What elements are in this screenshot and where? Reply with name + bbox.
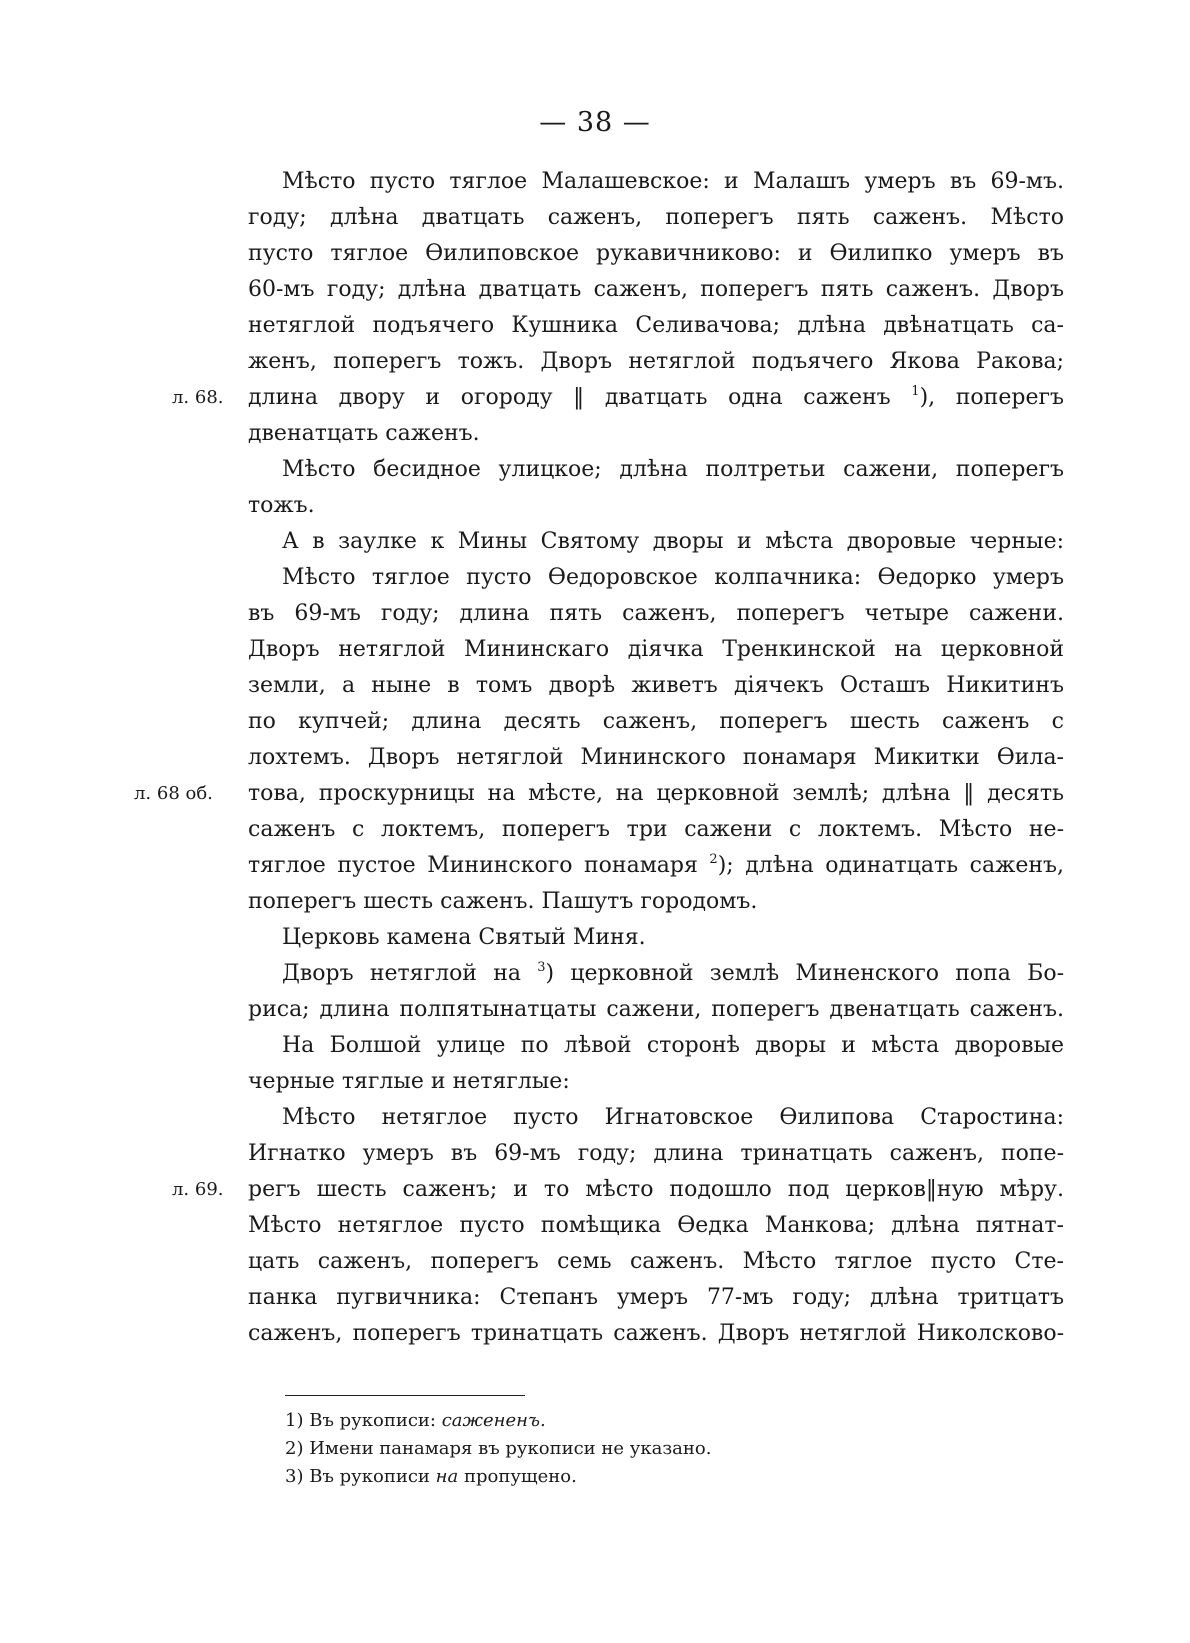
text-line: Мѣсто тяглое пусто Ѳедоровское колпачника: Ѳедорко умеръ xyxy=(282,565,1064,590)
text-line: Игнатко умеръ въ 69-мъ году; длина тринатцать саженъ, попе- xyxy=(248,1141,1064,1166)
text-segment: ), поперегъ xyxy=(919,385,1064,410)
text-line: черные тяглые и нетяглые: xyxy=(248,1069,570,1094)
text-line xyxy=(282,956,1064,992)
footnote-divider xyxy=(285,1395,525,1396)
footnote-italic: сажененъ. xyxy=(441,1410,546,1431)
text-line: това, проскурницы на мѣсте, на церковной землѣ; длѣна ‖ десять xyxy=(248,781,1064,806)
footnote-mark: 3 xyxy=(537,960,546,975)
text-line: въ 69-мъ году; длина пять саженъ, поперегъ четыре сажени. xyxy=(248,601,1064,626)
text-line: На Болшой улице по лѣвой сторонѣ дворы и мѣста дворовые xyxy=(282,1033,1064,1058)
text-line: цать саженъ, поперегъ семь саженъ. Мѣсто тяглое пусто Сте- xyxy=(248,1249,1064,1274)
footnote xyxy=(285,1464,577,1490)
footnote-text: Имени панамаря въ рукописи не указано. xyxy=(309,1438,712,1459)
text-line: тожъ. xyxy=(248,493,315,518)
text-line: Дворъ нетяглой Мининскаго дiячка Тренкинской на церковной xyxy=(248,637,1064,662)
text-line: лохтемъ. Дворъ нетяглой Мининского понамаря Микитки Ѳила- xyxy=(248,745,1064,770)
text-line: А в заулке к Мины Святому дворы и мѣста дворовые черные: xyxy=(282,529,1064,554)
text-line: саженъ, поперегъ тринатцать саженъ. Дворъ нетяглой Николсково- xyxy=(248,1321,1064,1346)
footnote-number: 2) xyxy=(285,1438,304,1459)
text-line: риса; длина полпятынатцаты сажени, поперегъ двенатцать саженъ. xyxy=(248,997,1064,1022)
text-line: нетяглой подъячего Кушника Селивачова; длѣна двѣнатцать са- xyxy=(248,313,1064,338)
margin-note: л. 68. xyxy=(172,387,224,408)
text-segment: тяглое пустое Мининского понамаря xyxy=(248,853,698,878)
footnote-text: Въ рукописи: xyxy=(309,1410,436,1431)
text-segment: ) церковной землѣ Миненского попа Бо- xyxy=(545,961,1064,986)
text-line: Мѣсто нетяглое пусто помѣщика Ѳедка Манкова; длѣна пятнат- xyxy=(248,1213,1064,1238)
text-line: двенатцать саженъ. xyxy=(248,421,480,446)
text-line: саженъ с локтемъ, поперегъ три сажени с локтемъ. Мѣсто не- xyxy=(248,817,1064,842)
footnote-mark: 2 xyxy=(709,852,718,867)
text-line: поперегъ шесть саженъ. Пашутъ городомъ. xyxy=(248,889,758,914)
text-line: Мѣсто бесидное улицкое; длѣна полтретьи сажени, поперегъ xyxy=(282,457,1064,482)
text-line: пусто тяглое Ѳилиповское рукавичниково: и Ѳилипко умеръ въ xyxy=(248,241,1064,266)
page-number: — 38 — xyxy=(539,107,651,138)
footnote-number: 1) xyxy=(285,1410,304,1431)
text-line: по купчей; длина десять саженъ, поперегъ шесть саженъ с xyxy=(248,709,1064,734)
text-line: женъ, поперегъ тожъ. Дворъ нетяглой подъячего Якова Ракова; xyxy=(248,349,1064,374)
text-line: Мѣсто пусто тяглое Малашевское: и Малашъ умеръ въ 69-мъ. xyxy=(282,169,1064,194)
text-line: земли, а ныне в томъ дворѣ живетъ дiячекъ Осташъ Никитинъ xyxy=(248,673,1064,698)
text-line xyxy=(248,848,1064,884)
footnote xyxy=(285,1408,546,1434)
text-line: 60-мъ году; длѣна дватцать саженъ, поперегъ пять саженъ. Дворъ xyxy=(248,277,1064,302)
footnote xyxy=(285,1436,711,1462)
footnote-text: Въ рукописи xyxy=(309,1466,430,1487)
text-segment: длина двору и огороду ‖ дватцать одна саженъ xyxy=(248,385,891,410)
footnote-text: пропущено. xyxy=(463,1466,577,1487)
footnote-number: 3) xyxy=(285,1466,304,1487)
text-line: панка пугвичника: Степанъ умеръ 77-мъ году; длѣна тритцатъ xyxy=(248,1285,1064,1310)
margin-note: л. 68 об. xyxy=(134,783,213,804)
footnote-mark: 1 xyxy=(911,384,920,399)
text-line: году; длѣна дватцать саженъ, поперегъ пять саженъ. Мѣсто xyxy=(248,205,1064,230)
text-line xyxy=(248,380,1064,416)
text-segment: ); длѣна одинатцать саженъ, xyxy=(717,853,1064,878)
text-line: регъ шесть саженъ; и то мѣсто подошло под церков‖ную мѣру. xyxy=(248,1177,1064,1202)
text-line: Мѣсто нетяглое пусто Игнатовское Ѳилипова Старостина: xyxy=(282,1105,1064,1130)
footnote-italic: на xyxy=(435,1466,459,1487)
text-line: Церковь камена Святый Миня. xyxy=(282,925,646,950)
margin-note: л. 69. xyxy=(172,1179,224,1200)
text-segment: Дворъ нетяглой на xyxy=(282,961,521,986)
